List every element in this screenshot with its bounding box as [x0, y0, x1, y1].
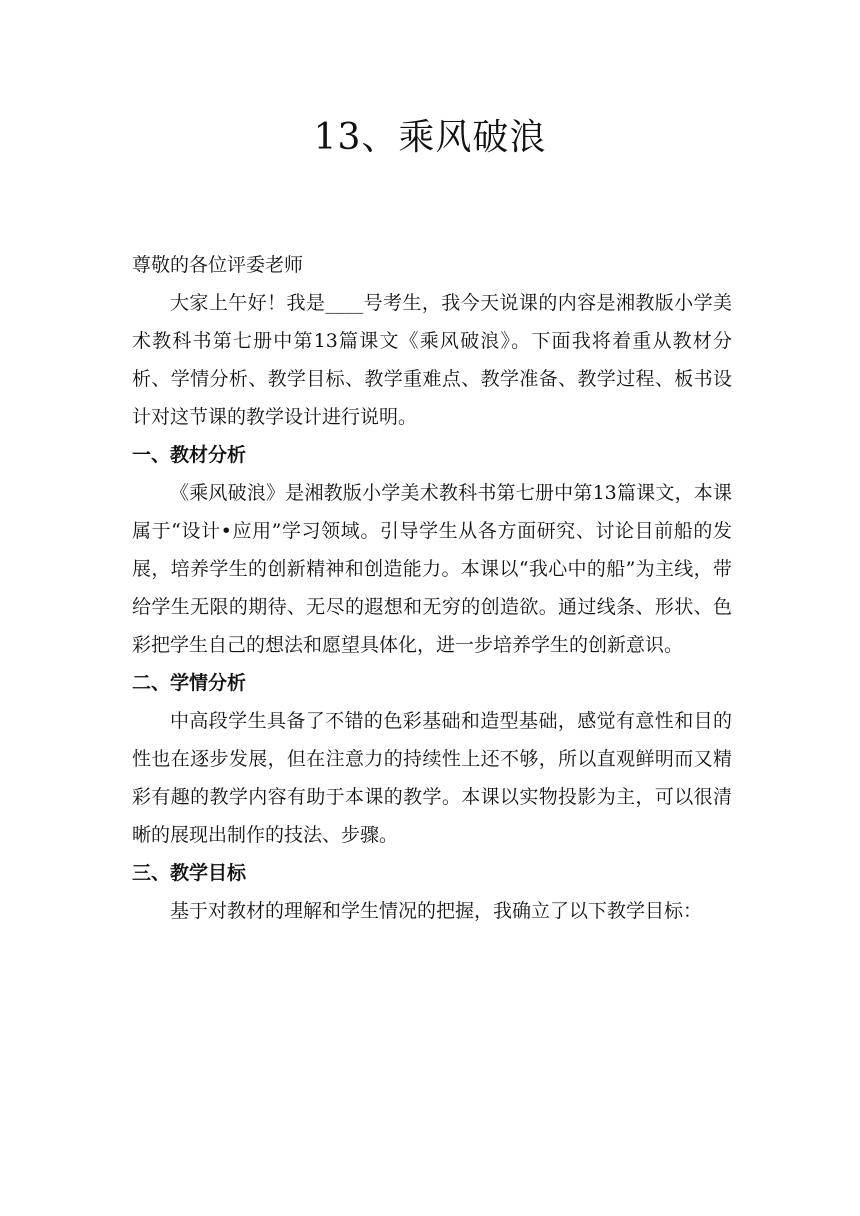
section-heading-teaching-objectives: 三、教学目标: [132, 862, 247, 884]
intro-paragraph: 大家上午好！我是____号考生，我今天说课的内容是湘教版小学美术教科书第七册中第13篇课文《乘风破浪》。下面我将着重从教材分析、学情分析、教学目标、教学重难点、教学准备、教学过程、板书设计对这节课的教学设计进行说明。: [132, 292, 732, 428]
section-paragraph-textbook-analysis: 《乘风破浪》是湘教版小学美术教科书第七册中第13篇课文，本课属于“设计•应用”学习领域。引导学生从各方面研究、讨论目前船的发展，培养学生的创新精神和创造能力。本课以“我心中的船”为主线，带给学生无限的期待、无尽的遐想和无穷的创造欲。通过线条、形状、色彩把学生自己的想法和愿望具体化，进一步培养学生的创新意识。: [132, 482, 732, 656]
document-body: [132, 246, 732, 930]
section-paragraph-student-analysis: 中高段学生具备了不错的色彩基础和造型基础，感觉有意性和目的性也在逐步发展，但在注意力的持续性上还不够，所以直观鲜明而又精彩有趣的教学内容有助于本课的教学。本课以实物投影为主，可以很清晰的展现出制作的技法、步骤。: [132, 710, 732, 846]
salutation: 尊敬的各位评委老师: [132, 254, 304, 276]
section-heading-student-analysis: 二、学情分析: [132, 672, 247, 694]
section-heading-textbook-analysis: 一、教材分析: [132, 444, 247, 466]
document-title: 13、乘风破浪: [313, 117, 547, 158]
section-paragraph-teaching-objectives: 基于对教材的理解和学生情况的把握，我确立了以下教学目标：: [170, 900, 703, 922]
